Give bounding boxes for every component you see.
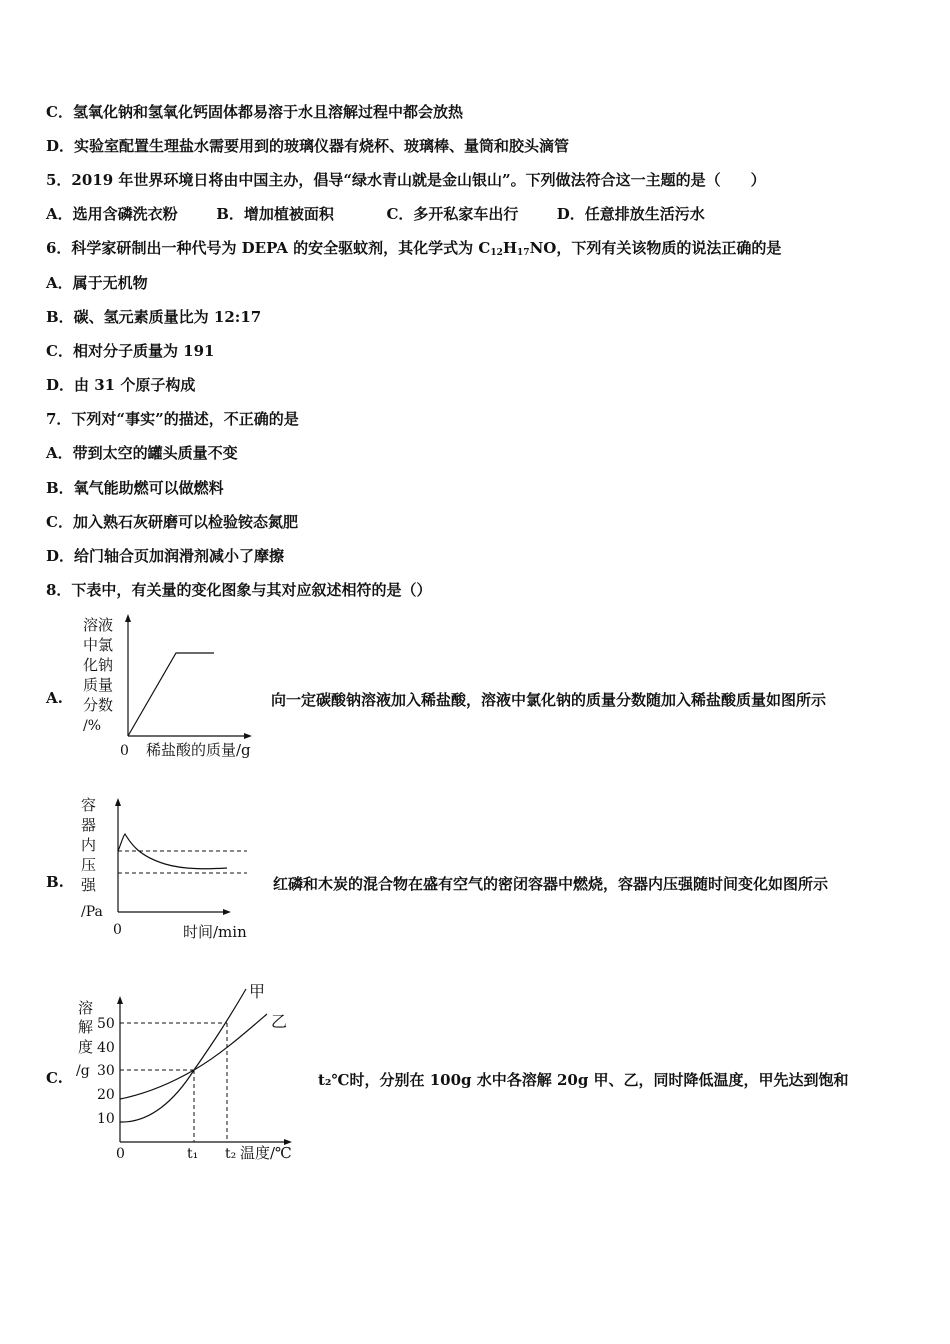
- graph-c-t2: t₂: [225, 1146, 237, 1162]
- q5-options: [46, 204, 705, 224]
- q4-option-c: C．氢氧化钠和氢氧化钙固体都易溶于水且溶解过程中都会放热: [46, 103, 463, 121]
- graph-b-origin: 0: [113, 922, 122, 938]
- graph-a-description: 向一定碳酸钠溶液加入稀盐酸，溶液中氯化钠的质量分数随加入稀盐酸质量如图所示: [271, 691, 827, 709]
- graph-a-ylabel-5: 分数: [83, 696, 114, 714]
- graph-c-t1: t₁: [187, 1146, 199, 1162]
- q6-option-a: A．属于无机物: [46, 274, 148, 292]
- graph-c-tick-20: 20: [97, 1087, 115, 1103]
- graph-a-ylabel-6: /%: [83, 718, 102, 734]
- graph-b-ylabel-3: 内: [81, 836, 97, 854]
- graph-c-tick-40: 40: [97, 1040, 115, 1056]
- graph-c-label: C.: [46, 1069, 63, 1087]
- q4-option-d: D．实验室配置生理盐水需要用到的玻璃仪器有烧杯、玻璃棒、量筒和胶头滴管: [46, 137, 570, 155]
- q5-option-d: D．任意排放生活污水: [556, 205, 705, 223]
- q7-option-c: C．加入熟石灰研磨可以检验铵态氮肥: [46, 513, 298, 531]
- graph-b-description: 红磷和木炭的混合物在盛有空气的密闭容器中燃烧，容器内压强随时间变化如图所示: [273, 875, 829, 893]
- q7-option-d: D．给门轴合页加润滑剂减小了摩擦: [46, 547, 285, 565]
- graph-c-tick-30: 30: [97, 1063, 115, 1079]
- graph-a-curve: [128, 653, 214, 736]
- graph-b-x-arrow: [223, 909, 231, 915]
- graph-a-ylabel-3: 化钠: [83, 656, 114, 674]
- graph-a-x-arrow: [244, 733, 252, 739]
- graph-c-ylabel-2: 解: [78, 1018, 94, 1036]
- graph-b-y-arrow: [115, 798, 121, 806]
- graph-c-ylabel-3: 度: [78, 1038, 94, 1056]
- q6-option-b: B．碳、氢元素质量比为 12:17: [46, 308, 262, 326]
- graph-b: [75, 792, 265, 947]
- graph-a: [70, 610, 280, 770]
- q5-option-a: A．选用含磷洗衣粉: [46, 205, 178, 223]
- graph-a-xlabel: 稀盐酸的质量/g: [146, 741, 251, 759]
- graph-c-origin: 0: [116, 1146, 125, 1162]
- graph-c-ylabel-4: /g: [76, 1063, 90, 1079]
- graph-a-ylabel-2: 中氯: [83, 636, 114, 654]
- q7-option-a: A．带到太空的罐头质量不变: [46, 444, 238, 462]
- graph-b-ylabel-1: 容: [81, 796, 97, 814]
- q7-option-b: B．氧气能助燃可以做燃料: [46, 479, 224, 497]
- graph-a-ylabel-4: 质量: [83, 676, 114, 694]
- graph-c-description: t₂℃时，分别在 100g 水中各溶解 20g 甲、乙，同时降低温度，甲先达到饱和: [318, 1071, 849, 1089]
- graph-c-tick-10: 10: [97, 1111, 115, 1127]
- graph-c: [70, 975, 310, 1170]
- graph-a-y-arrow: [125, 614, 131, 622]
- graph-b-ylabel-4: 压: [81, 856, 97, 874]
- graph-c-curve-jia-label: 甲: [249, 982, 266, 1001]
- graph-b-ylabel-2: 器: [81, 816, 97, 834]
- graph-b-ylabel-5: 强: [81, 876, 97, 894]
- graph-c-tick-50: 50: [97, 1016, 115, 1032]
- graph-a-origin: 0: [120, 743, 129, 759]
- q6-option-d: D．由 31 个原子构成: [46, 376, 196, 394]
- q8-stem: 8．下表中，有关量的变化图象与其对应叙述相符的是（）: [46, 581, 432, 599]
- graph-a-ylabel-1: 溶液: [83, 616, 114, 634]
- graph-c-xlabel: 温度/℃: [240, 1144, 292, 1162]
- q6-option-c: C．相对分子质量为 191: [46, 342, 215, 360]
- graph-c-curve-yi-label: 乙: [271, 1012, 288, 1031]
- q5-option-b: B．增加植被面积: [216, 205, 334, 223]
- q5-stem: 5．2019 年世界环境日将由中国主办，倡导“绿水青山就是金山银山”。下列做法符合这一主题的是（ ）: [46, 171, 766, 189]
- q5-option-c: C．多开私家车出行: [386, 205, 519, 223]
- q6-stem: 6．科学家研制出一种代号为 DEPA 的安全驱蚊剂，其化学式为 $C_{12}H_{17}NO$，下列有关该物质的说法正确的是: [46, 239, 782, 258]
- graph-a-label: A.: [46, 689, 63, 707]
- graph-c-y-arrow: [117, 996, 123, 1004]
- graph-c-ylabel-1: 溶: [78, 999, 94, 1017]
- q7-stem: 7．下列对“事实”的描述，不正确的是: [46, 410, 299, 428]
- graph-b-label: B.: [46, 873, 64, 891]
- graph-b-xlabel: 时间/min: [183, 923, 247, 941]
- graph-b-ylabel-6: /Pa: [81, 904, 103, 920]
